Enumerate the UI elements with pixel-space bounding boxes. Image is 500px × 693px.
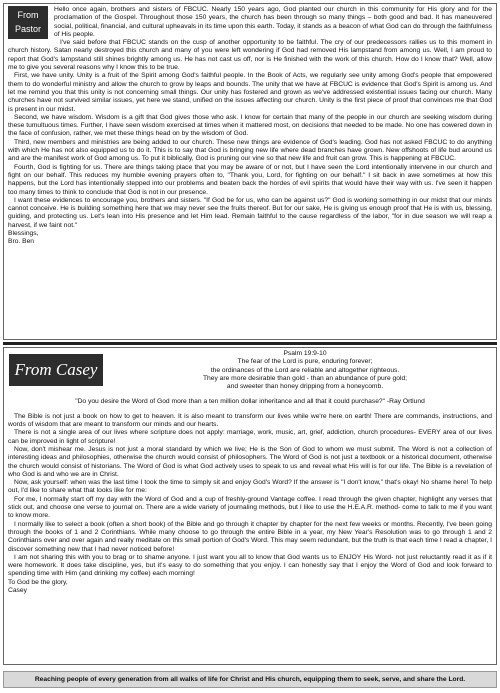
from-casey-badge: From Casey: [9, 354, 103, 386]
pastor-paragraph: I want these evidences to encourage you, brothers and sisters. "If God be for us, who can be against us?" God is working something in our midst that our minds cannot conceive. He is building something here that we may never see the fruits thereof. But for our sake, He is giving us enough proof that He is with us, blessing, guiding, and protecting us. Let's lean into His presence and let Him lead. Remain faithful to the cause regardless of the labor, "for in due season we will reap a harvest, if we faint not.": [8, 196, 492, 229]
psalm-line: They are more desirable than gold - than an abundance of pure gold;: [202, 374, 408, 382]
badge-from-label: From: [17, 10, 39, 20]
casey-paragraph: There is not a single area of our lives where scripture does not apply: marriage, work, music, art, grief, addiction, church procedures- EVERY area of our lives can be improved in light of scripture!: [8, 429, 492, 445]
ortlund-quote: "Do you desire the Word of God more than a ten million dollar inheritance and all that it could purchase?" -Ray Ortlund: [75, 398, 425, 406]
casey-paragraph: For me, I normally start off my day with the Word of God and a cup of freshly-ground Vantage coffee. I read through the given chapter, highlight any verses that stick out, and choose one verse to journal on. There are a wide variety of journaling methods, but I like to use the H.E.A.R. method- come to talk to me if you want to know more.: [8, 495, 492, 520]
psalm-line: The fear of the Lord is pure, enduring forever;: [237, 358, 373, 366]
casey-signature: Casey: [8, 587, 27, 595]
psalm-reference: Psalm 19:9-10: [283, 350, 327, 357]
from-pastor-badge: [8, 6, 48, 39]
pastor-signoff: Blessings,: [8, 230, 39, 238]
casey-paragraph: Now, don't mishear me. Jesus is not just a moral standard by which we live; He is the Son of God to whom we must submit. The Word is not a collection of interesting ideas and philosophies, otherwise the church would consist of philosophers. The Word of God is not just a textbook or a historical document, otherwise the church would consist of historians. The Word of God is what God actively uses to speak to us and reveal what His will is for our life. The Bible is a revelation of who God is and who we are in Christ.: [8, 445, 492, 478]
psalm-line: the ordinances of the Lord are reliable and altogether righteous.: [210, 366, 400, 374]
psalm-block: [118, 350, 492, 391]
from-casey-section: [3, 347, 497, 665]
casey-paragraph: I am not sharing this with you to brag or to shame anyone. I just want you all to know that God wants us to ENJOY His Word- not just reluctantly read it as if it were homework. It does take discipline, yes, but it's easy to do something that you enjoy. I can honestly say that I enjoy the Word of God and look forward to spending time with Him (and drinking my coffee) each morning!: [8, 553, 492, 578]
from-pastor-section: [3, 3, 497, 340]
casey-paragraph: The Bible is not just a book on how to get to heaven. It is also meant to transform our lives while we're here on earth! There are commands, instructions, and words of wisdom that are meant to transform our minds and our hearts.: [8, 412, 492, 429]
psalm-line: and sweeter than honey dripping from a honeycomb.: [226, 383, 384, 391]
pastor-signature: Bro. Ben: [8, 238, 35, 246]
pastor-paragraph: Hello once again, brothers and sisters of FBCUC. Nearly 150 years ago, God planted our church in this community for His glory and for the proclamation of the Gospel. Throughout those 150 years, the church has been through so many things – both good and bad. It has maneuvered social, political, financial, and cultural upheavals in its time upon this earth. Today, it stands as a beacon of what God can do through the faithfulness of His people.: [54, 6, 492, 38]
badge-pastor-label: Pastor: [14, 24, 41, 34]
pastor-paragraph: Third, new members and ministries are being added to our church. These new things are evidence of God's leading. God has not asked FBCUC to do anything with which He has not also equipped us to do it. This is to say that God is bringing new life where dead branches have grown. New offshoots of life bud around us and are the manifest work of God among us. To put it biblically, God is pruning our vine so that new life and fruit can grow. This is happening at FBCUC.: [8, 138, 492, 163]
pastor-paragraph: First, we have unity. Unity is a fruit of the Spirit among God's faithful people. In the Book of Acts, we regularly see unity among God's people that empowered them to do wonderful ministry and allow the church to grow by leaps and bounds. The unity that we have at FBCUC is evidence that God's Spirit is among us. And let me remind you that this unity is not concerning small things. Our unity has fostered and grown as we've addressed existential issues facing our church. Many churches have not survived similar issues, yet here we stand, unified on the issues affecting our church. Unity is the first piece of proof that convinces me that God is present in our midst.: [8, 72, 492, 113]
section-divider: [3, 342, 497, 345]
mission-footer: Reaching people of every generation from all walks of life for Christ and His church, equipping them to seek, serve, and share the Lord.: [3, 671, 497, 688]
pastor-paragraph: Second, we have wisdom. Wisdom is a gift that God gives those who ask. I know for certain that many of the people in our church are seeking wisdom during these tumultuous times. Further, I have seen wisdom exercised at times when it mattered most, on decisions that needed to be made. No one has cowered down in the face of confusion, rather, we met these things head on by the wisdom of God.: [8, 113, 492, 138]
casey-paragraph: I normally like to select a book (often a short book) of the Bible and go through it chapter by chapter for the next few weeks or months. Recently, I've been going through the books of 1 and 2 Corinthians. While many choose to go through the entire Bible in a year, my New Year's Resolution was to go through 1 and 2 Corinthians over and over again and really meditate on this small portion of God's Word. This may seem redundant, but the truth is that each time I read a chapter, I discover something new that I had never noticed before!: [8, 520, 492, 553]
casey-signoff: To God be the glory,: [8, 578, 68, 586]
pastor-paragraph: Fourth, God is fighting for us. There are things taking place that you may be aware of or not, but I have seen the Lord intentionally intervene in our church and fight on our behalf. This reduces my humble evening prayers often to, "Thank you, Lord, for fighting on our behalf." I sit back in awe sometimes at how this happens, but the Lord has intentionally stepped into our problems and beaten back the hordes of evil spirits that would have their way with us. I've seen it happen too many times to think to conclude that God is not in our presence.: [8, 163, 492, 196]
pastor-paragraph: I've said before that FBCUC stands on the cusp of another opportunity to be faithful. The cry of our predecessors rallies us to this moment in church history. Satan nearly destroyed this church and many of you were left wondering if God had removed His lampstand from among us. Well, I am proud to report that God's lampstand still shines brightly among us. He has not cast us off, nor is He finished with the work of this church. How do I know that? Well, allow me to give you several reasons why I know this to be true.: [8, 39, 492, 72]
casey-paragraph: Now, ask yourself: when was the last time I took the time to simply sit and enjoy God's Word? If the answer is "I don't know," that's okay! No shame here! To help out, I'd like to share what that looks like for me:: [8, 479, 492, 495]
